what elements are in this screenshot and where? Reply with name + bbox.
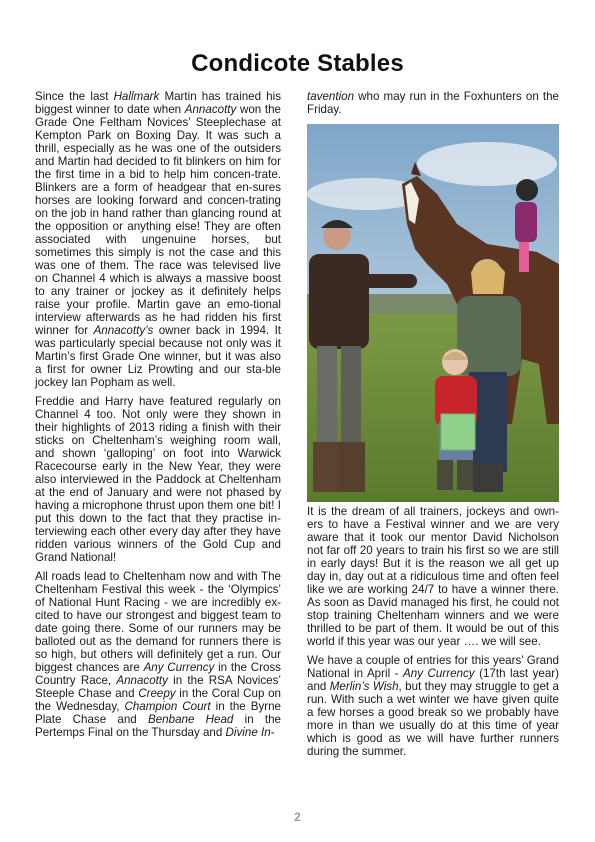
text-run: in the Coral Cup on the Wednesday, bbox=[35, 687, 281, 713]
text-run: It is the dream of all trainers, jockeys and own-ers to have a Festival winner and we are very aware that it took our mentor David Nicholson not far off 20 years to train his first so we are still in early days! But it is the reason we all get up day in, day out at a ridiculous time and often feel like we are working 24/7 to have a winner there. As soon as David managed his first, he could not stop training Cheltenham winners and we were thrilled to be part of them. It would be out of this world if this year was our year …. we will see. bbox=[307, 505, 559, 648]
italic-text-run: Annacotty’s bbox=[93, 324, 154, 337]
paragraph bbox=[307, 90, 559, 116]
italic-text-run: Annacotty bbox=[184, 103, 237, 116]
text-run: in the RSA Novices’ Steeple Chase and bbox=[35, 674, 281, 700]
family-with-horse-photo bbox=[307, 124, 559, 502]
right-column-top bbox=[307, 90, 559, 122]
text-run: Freddie and Harry have featured regularly on Channel 4 too. Not only were they shown in their highlights of 2013 riding a finish with their sticks on Cheltenham’s weighing room wall, and shown ‘galloping’ on foot into Warwick Racecourse early in the New Year, they were also interviewed in the Paddock at Cheltenham at the end of January and were not phased by having a microphone thrust upon them one bit! I put this down to the fact that they practise in-terviewing each other every day after they have ridden various winners of the Gold Cup and Grand National! bbox=[35, 395, 281, 564]
italic-text-run: Merlin’s Wish bbox=[329, 680, 399, 693]
text-run: All roads lead to Cheltenham now and with The Cheltenham Festival this week - the ‘Olympics’ of National Hunt Racing - we are incredibly ex-cited to have our strongest and biggest team to date going there. Some of our runners may be balloted out as the demand for runners there is so high, but others will definitely get a run. Our biggest chances are bbox=[35, 570, 281, 674]
paragraph bbox=[307, 505, 559, 648]
left-column bbox=[35, 90, 281, 745]
paragraph bbox=[35, 90, 281, 389]
italic-text-run: Any Currency bbox=[403, 667, 475, 680]
text-run: , but they may struggle to get a run. With such a wet winter we have given quite a few horses a good break so we probably have more in than we usually do at this time of year which is good as we will have further runners during the summer. bbox=[307, 680, 559, 758]
text-run: won the Grade One Feltham Novices’ Steeplechase at Kempton Park on Boxing Day. It was such a thrill, especially as he was one of the outsiders and Martin had decided to fit blinkers on him for the first time in a bid to help him concen-trate. Blinkers are a form of headgear that en-sures horses are looking forward and concen-trating on the job in hand rather than glancing round at the opposition or anything else! They are often associated with ungenuine horses, but sometimes this simply is not the case and this was one of them. The race was televised live on Channel 4 which is always a massive boost to any trainer or jockey as it definitely helps raise your profile. Martin gave an emo-tional interview afterwards as he had ridden his first winner for bbox=[35, 103, 281, 337]
italic-text-run: tavention bbox=[307, 90, 355, 103]
text-run: owner back in 1994. It was particularly special because not only was it Martin’s first Grade One winner, but it was also a first for owner Liz Prowting and our sta-ble jockey Ian Popham as well. bbox=[35, 324, 282, 389]
text-run: in the Byrne Plate Chase and bbox=[35, 700, 282, 726]
italic-text-run: Hallmark bbox=[113, 90, 160, 103]
page-number: 2 bbox=[294, 810, 301, 824]
italic-text-run: Creepy bbox=[138, 687, 176, 700]
italic-text-run: Annacotty bbox=[116, 674, 168, 687]
text-run: in the Pertemps Final on the Thursday and bbox=[35, 713, 281, 739]
italic-text-run: Any Currency bbox=[143, 661, 215, 674]
text-run: who may run in the Foxhunters on the Friday. bbox=[307, 90, 559, 116]
italic-text-run: Divine In- bbox=[225, 726, 275, 739]
text-run: (17th last year) and bbox=[307, 667, 560, 693]
paragraph bbox=[35, 570, 281, 739]
text-run: in the Cross Country Race, bbox=[35, 661, 281, 687]
text-run: Martin has trained his biggest winner to date when bbox=[35, 90, 282, 116]
paragraph bbox=[307, 654, 559, 758]
italic-text-run: Benbane Head bbox=[148, 713, 234, 726]
page-title: Condicote Stables bbox=[191, 50, 404, 77]
italic-text-run: Champion Court bbox=[124, 700, 211, 713]
text-run: We have a couple of entries for this years’ Grand National in April - bbox=[307, 654, 559, 680]
text-run: Since the last bbox=[35, 90, 114, 103]
paragraph bbox=[35, 395, 281, 564]
right-column-bottom bbox=[307, 505, 559, 764]
